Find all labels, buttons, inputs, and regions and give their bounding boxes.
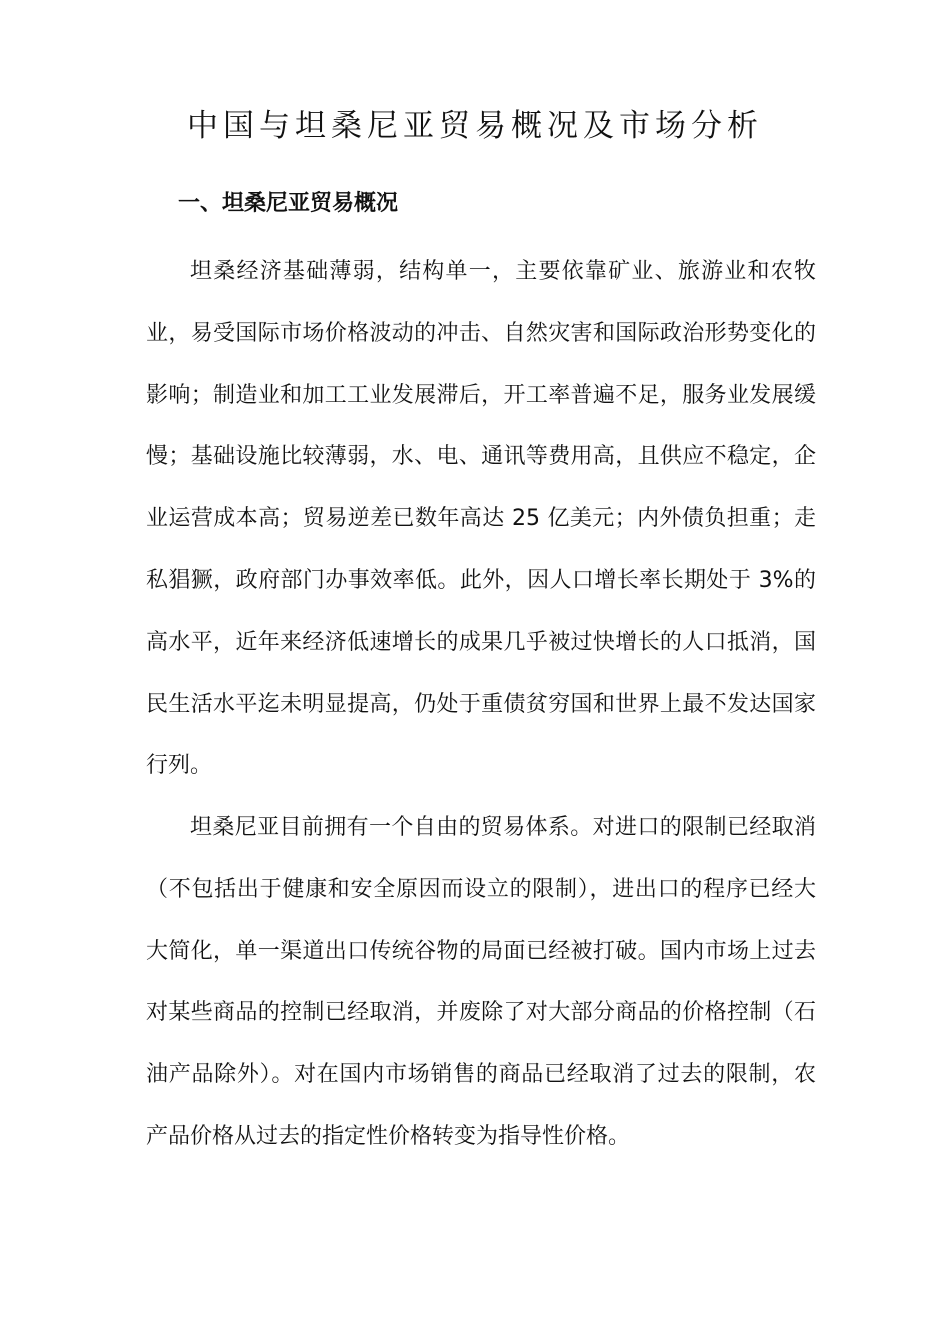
document-title: 中国与坦桑尼亚贸易概况及市场分析 (187, 108, 763, 144)
paragraph-economy-overview: 坦桑经济基础薄弱，结构单一，主要依靠矿业、旅游业和农牧业，易受国际市场价格波动的冲击、自然灾害和国际政治形势变化的影响；制造业和加工工业发展滞后，开工率普遍不足，服务业发展缓慢；基础设施比较薄弱，水、电、通讯等费用高，且供应不稳定，企业运营成本高；贸易逆差已数年高达 25 亿美元；内外债负担重；走私猖獗，政府部门办事效率低。此外，因人口增长率长期处于 3%的高水平，近年来经济低速增长的成果几乎被过快增长的人口抵消，国民生活水平迄未明显提高，仍处于重债贫穷国和世界上最不发达国家行列。 (146, 259, 816, 779)
paragraph-trade-system: 坦桑尼亚目前拥有一个自由的贸易体系。对进口的限制已经取消（不包括出于健康和安全原因而设立的限制），进出口的程序已经大大简化，单一渠道出口传统谷物的局面已经被打破。国内市场上过去对某些商品的控制已经取消，并废除了对大部分商品的价格控制（石油产品除外）。对在国内市场销售的商品已经取消了过去的限制，农产品价格从过去的指定性价格转变为指导性价格。 (146, 815, 816, 1149)
section-heading: 一、坦桑尼亚贸易概况 (178, 191, 399, 216)
